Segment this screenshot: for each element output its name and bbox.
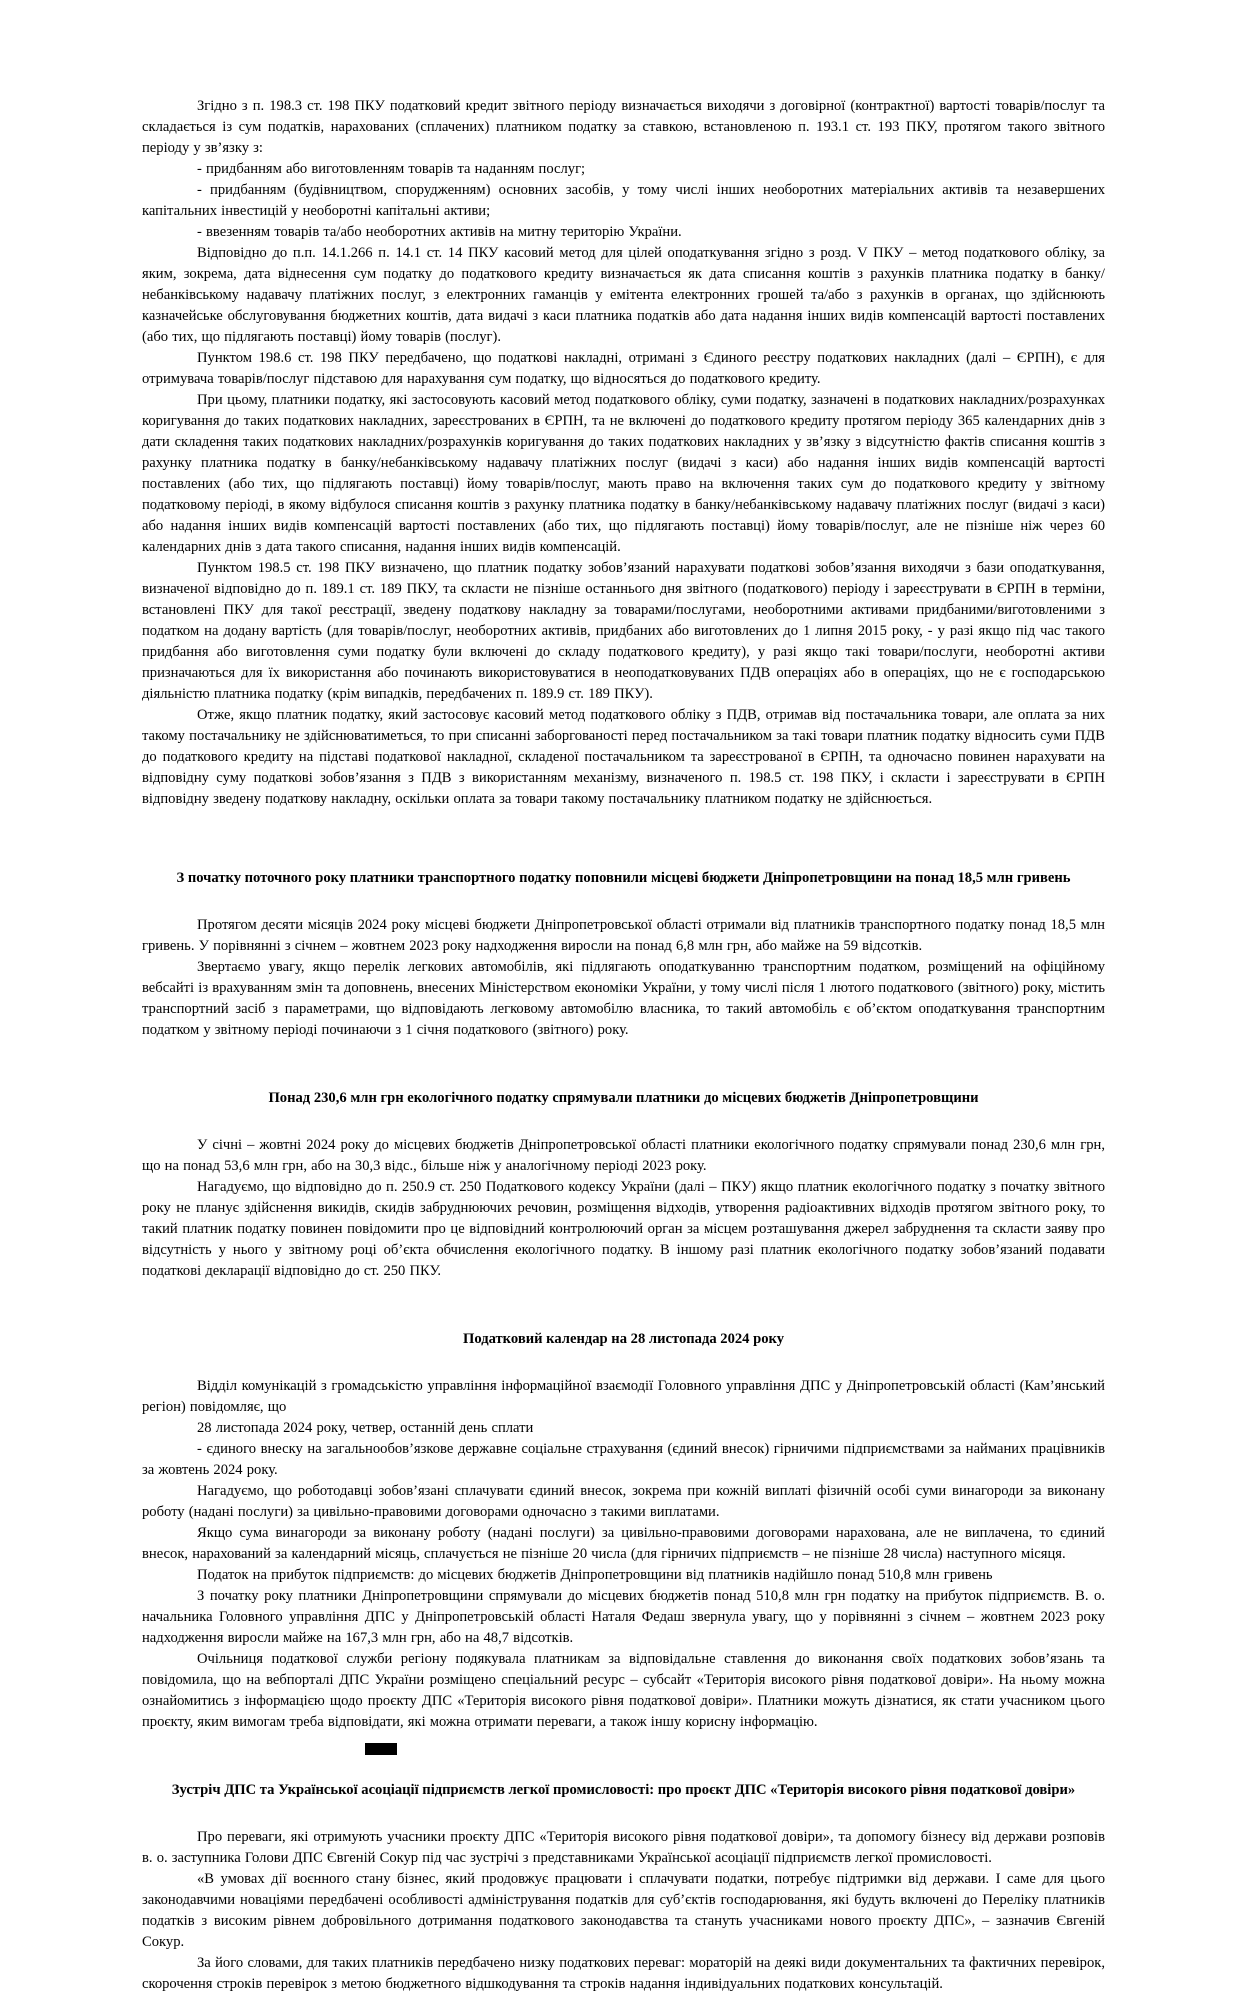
paragraph: Відділ комунікацій з громадськістю управління інформаційної взаємодії Головного управління ДПС у Дніпропетровській області (Кам’янський регіон) повідомляє, що [142, 1378, 1105, 1415]
section-heading-eco-tax: Понад 230,6 млн грн екологічного податку спрямували платники до місцевих бюджетів Дніпропетровщини [268, 1090, 979, 1106]
paragraph: Про переваги, які отримують учасники проєкту ДПС «Територія високого рівня податкової довіри», та допомогу бізнесу від держави розповів в. о. заступника Голови ДПС Євгеній Сокур під час зустрічі з представниками Української асоціації підприємств легкої промисловості. [142, 1829, 1105, 1866]
list-item: - ввезенням товарів та/або необоротних активів на митну територію України. [197, 224, 682, 240]
paragraph: З початку року платники Дніпропетровщини спрямували до місцевих бюджетів понад 510,8 млн грн податку на прибуток підприємств. В. о. начальника Головного управління ДПС у Дніпропетровській області Наталя Федаш звернула увагу, що у порівнянні з січнем – жовтнем 2023 року надходження виросли майже на 167,3 млн грн, або на 48,7 відсотків. [142, 1588, 1105, 1646]
paragraph: Якщо сума винагороди за виконану роботу (надані послуги) за цивільно-правовими договорами нарахована, але не виплачена, то єдиний внесок, нарахований за календарний місяць, сплачується не пізніше 20 числа (для гірничих підприємств – не пізніше 28 числа) наступного місяця. [142, 1525, 1105, 1562]
paragraph: Нагадуємо, що роботодавці зобов’язані сплачувати єдиний внесок, зокрема при кожній виплаті фізичній особі суми винагороди за виконану роботу (надані послуги) за цивільно-правовими договорами одночасно з такими виплатами. [142, 1483, 1105, 1520]
section-heading-tax-calendar: Податковий календар на 28 листопада 2024 року [462, 1331, 785, 1347]
list-item: - єдиного внеску на загальнообов’язкове державне соціальне страхування (єдиний внесок) гірничими підприємствами за найманих працівників за жовтень 2024 року. [142, 1441, 1105, 1478]
page-bottom-artifact [365, 1743, 397, 1755]
paragraph: Податок на прибуток підприємств: до місцевих бюджетів Дніпропетровщини від платників надійшло понад 510,8 млн гривень [197, 1567, 993, 1583]
section-heading-dps-meeting: Зустріч ДПС та Української асоціації підприємств легкої промисловості: про проєкт ДПС «Територія високого рівня податкової довіри» [171, 1782, 1076, 1798]
paragraph: Звертаємо увагу, якщо перелік легкових автомобілів, які підлягають оподаткуванню транспортним податком, розміщений на офіційному вебсайті із врахуванням змін та доповнень, внесених Міністерством економіки України, у тому числі після 1 лютого податкового (звітного) року, містить транспортний засіб з параметрами, що відповідають легковому автомобілю власника, то такий автомобіль є об’єктом оподаткування транспортним податком у звітному періоді починаючи з 1 січня податкового (звітного) року. [142, 959, 1105, 1038]
paragraph: 28 листопада 2024 року, четвер, останній день сплати [197, 1420, 534, 1436]
paragraph: Пунктом 198.6 ст. 198 ПКУ передбачено, що податкові накладні, отримані з Єдиного реєстру податкових накладних (далі – ЄРПН), є для отримувача товарів/послуг підставою для нарахування сум податку, що відносяться до податкового кредиту. [142, 350, 1105, 387]
paragraph: У січні – жовтні 2024 року до місцевих бюджетів Дніпропетровської області платники екологічного податку спрямували понад 230,6 млн грн, що на понад 53,6 млн грн, або на 30,3 відс., більше ніж у аналогічному періоді 2023 року. [142, 1137, 1105, 1174]
list-item: - придбанням (будівництвом, спорудженням) основних засобів, у тому числі інших необоротних матеріальних активів та незавершених капітальних інвестицій у необоротні капітальні активи; [142, 182, 1105, 219]
paragraph: Згідно з п. 198.3 ст. 198 ПКУ податковий кредит звітного періоду визначається виходячи з договірної (контрактної) вартості товарів/послуг та складається із сум податків, нарахованих (сплачених) платником податку за ставкою, встановленою п. 193.1 ст. 193 ПКУ, протягом такого звітного періоду у зв’язку з: [142, 98, 1105, 156]
paragraph: Очільниця податкової служби регіону подякувала платникам за відповідальне ставлення до виконання своїх податкових зобов’язань та повідомила, що на вебпорталі ДПС України розміщено спеціальний ресурс – субсайт «Територія високого рівня податкової довіри». На ньому можна ознайомитись з інформацією щодо проєкту ДПС «Територія високого рівня податкової довіри». Платники можуть дізнатися, як стати учасником цього проєкту, яким вимогам треба відповідати, які можна отримати переваги, а також іншу корисну інформацію. [142, 1651, 1105, 1730]
list-item: - придбанням або виготовленням товарів та наданням послуг; [197, 161, 586, 177]
paragraph: Протягом десяти місяців 2024 року місцеві бюджети Дніпропетровської області отримали від платників транспортного податку понад 18,5 млн гривень. У порівнянні з січнем – жовтнем 2023 року надходження виросли на понад 6,8 млн грн, або майже на 59 відсотків. [142, 917, 1105, 954]
paragraph: При цьому, платники податку, які застосовують касовий метод податкового обліку, суми податку, зазначені в податкових накладних/розрахунках коригування до таких податкових накладних, зареєстрованих в ЄРПН, та не включені до податкового кредиту протягом періоду 365 календарних днів з дати складення таких податкових накладних/розрахунків коригування до таких податкових накладних у зв’язку з відсутністю фактів списання коштів з рахунку платника податку в банку/небанківському надавачу платіжних послуг (видачі з каси) або надання інших видів компенсацій вартості поставлених (або тих, що підлягають поставці) йому товарів/послуг, мають право на включення таких сум до податкового кредиту у звітному податковому періоді, в якому відбулося списання коштів з рахунку платника податку в банку/небанківському надавачу платіжних послуг (видачі з каси) або надання інших видів компенсацій вартості поставлених (або тих, що підлягають поставці) йому товарів/послуг, але не пізніше ніж через 60 календарних днів з дата такого списання, надання інших видів компенсацій. [142, 392, 1105, 555]
paragraph: За його словами, для таких платників передбачено низку податкових переваг: мораторій на деякі види документальних та фактичних перевірок, скорочення строків перевірок з метою бюджетного відшкодування та строків надання індивідуальних податкових консультацій. [142, 1955, 1105, 1992]
paragraph: Пунктом 198.5 ст. 198 ПКУ визначено, що платник податку зобов’язаний нарахувати податкові зобов’язання виходячи з бази оподаткування, визначеної відповідно до п. 189.1 ст. 189 ПКУ, та скласти не пізніше останнього дня звітного (податкового) періоду і зареєструвати в ЄРПН в терміни, встановлені ПКУ для такої реєстрації, зведену податкову накладну за товарами/послугами, необоротними активами придбаними/виготовленими з податком на додану вартість (для товарів/послуг, необоротних активів, придбаних або виготовлених до 1 липня 2015 року, - у разі якщо під час такого придбання або виготовлення суми податку були включені до складу податкового кредиту), у разі якщо такі товари/послуги, необоротні активи призначаються для їх використання або починають використовуватися в неоподатковуваних ПДВ операціях або в операціях, що не є господарською діяльністю платника податку (крім випадків, передбачених п. 189.9 ст. 189 ПКУ). [142, 560, 1105, 702]
paragraph: Відповідно до п.п. 14.1.266 п. 14.1 ст. 14 ПКУ касовий метод для цілей оподаткування згідно з розд. V ПКУ – метод податкового обліку, за яким, зокрема, дата віднесення сум податку до податкового кредиту визначається як дата списання коштів з рахунків платника податку в банку/небанківському надавачу платіжних послуг, з електронних гаманців у емітента електронних грошей та/або з рахунків в органах, що здійснюють казначейське обслуговування бюджетних коштів, дата видачі з каси платника податків або дата надання інших видів компенсацій вартості поставлених (або тих, що підлягають поставці) йому товарів (послуг). [142, 245, 1105, 345]
section-heading-transport-tax: З початку поточного року платники транспортного податку поповнили місцеві бюджети Дніпропетровщини на понад 18,5 млн гривень [176, 870, 1071, 886]
paragraph: «В умовах дії воєнного стану бізнес, який продовжує працювати і сплачувати податки, потребує підтримки від держави. І саме для цього законодавчими новаціями передбачені особливості адміністрування податків для суб’єктів господарювання, які будуть включені до Переліку платників податків з високим рівнем добровільного дотримання податкового законодавства та стануть учасниками нового проєкту ДПС», – зазначив Євгеній Сокур. [142, 1871, 1105, 1950]
paragraph: Нагадуємо, що відповідно до п. 250.9 ст. 250 Податкового кодексу України (далі – ПКУ) якщо платник екологічного податку з початку звітного року не планує здійснення викидів, скидів забруднюючих речовин, розміщення відходів, утворення радіоактивних відходів протягом звітного року, то такий платник податку повинен повідомити про це відповідний контролюючий орган за місцем розташування джерел забруднення та скласти заяву про відсутність у нього у звітному році об’єкта обчислення екологічного податку. В іншому разі платник екологічного податку зобов’язаний подавати податкові декларації відповідно до ст. 250 ПКУ. [142, 1179, 1105, 1279]
paragraph: Отже, якщо платник податку, який застосовує касовий метод податкового обліку з ПДВ, отримав від постачальника товари, але оплата за них такому постачальнику не здійснюватиметься, то при списанні заборгованості перед постачальником за такі товари платник податку відносить суми ПДВ до податкового кредиту на підставі податкової накладної, складеної постачальником та зареєстрованої в ЄРПН, та одночасно повинен нарахувати на відповідну суму податкові зобов’язання з ПДВ з використанням механізму, визначеного п. 198.5 ст. 198 ПКУ, і скласти і зареєструвати в ЄРПН відповідну зведену податкову накладну, оскільки оплата за товари такому постачальнику платником податку не здійснюється. [142, 707, 1105, 807]
